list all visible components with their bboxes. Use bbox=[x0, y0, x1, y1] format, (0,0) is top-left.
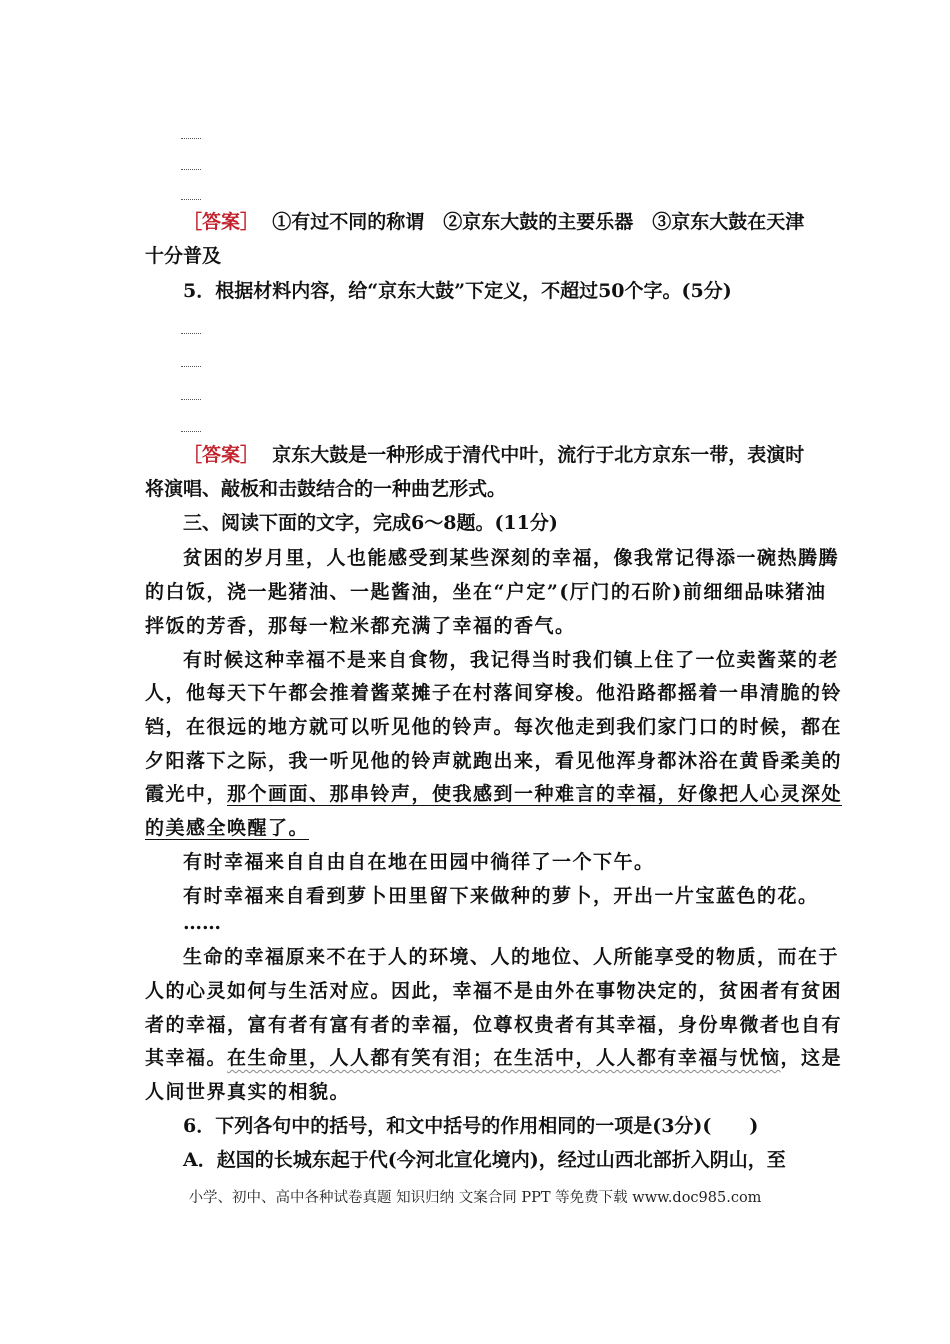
q4-answer-continued: 十分普及 bbox=[145, 245, 222, 267]
underlined-sentence: 的美感全唤醒了。 bbox=[145, 817, 310, 839]
passage-text: 霞光中， bbox=[145, 783, 228, 805]
answer-label: ［答案］ bbox=[183, 444, 260, 466]
answer-blank-line bbox=[181, 332, 201, 334]
q6-prompt: 6．下列各句中的括号，和文中括号的作用相同的一项是(3分)( ) bbox=[183, 1115, 759, 1137]
answer-blank-line bbox=[181, 168, 201, 170]
answer-blank-line bbox=[181, 137, 201, 139]
answer-label: ［答案］ bbox=[183, 211, 260, 233]
q5-prompt: 5．根据材料内容，给“京东大鼓”下定义，不超过50个字。(5分) bbox=[183, 280, 732, 302]
passage-line: 铛，在很远的地方就可以听见他的铃声。每次他走到我们家门口的时候，都在 bbox=[145, 716, 843, 738]
passage-line: 人的心灵如何与生活对应。因此，幸福不是由外在事物决定的，贫困者有贫困 bbox=[145, 980, 843, 1002]
passage-line: 有时幸福来自自由自在地在田园中徜徉了一个下午。 bbox=[183, 851, 655, 873]
answer-blank-line bbox=[181, 430, 201, 432]
q5-answer-continued: 将演唱、敲板和击鼓结合的一种曲艺形式。 bbox=[145, 478, 507, 500]
q5-answer-text: 京东大鼓是一种形成于清代中叶，流行于北方京东一带，表演时 bbox=[272, 444, 805, 466]
passage-line: 生命的幸福原来不在于人的环境、人的地位、人所能享受的物质，而在于 bbox=[183, 946, 840, 968]
passage-ellipsis: …… bbox=[183, 912, 221, 934]
passage-line: 人，他每天下午都会推着酱菜摊子在村落间穿梭。他沿路都摇着一串清脆的铃 bbox=[145, 682, 843, 704]
passage-line bbox=[145, 777, 843, 811]
passage-line: 的白饭，浇一匙猪油、一匙酱油，坐在“户定”(厅门的石阶)前细细品味猪油 bbox=[145, 581, 827, 603]
answer-blank-line bbox=[181, 398, 201, 400]
passage-line: 人间世界真实的相貌。 bbox=[145, 1081, 351, 1103]
section-heading: 三、阅读下面的文字，完成6～8题。(11分) bbox=[183, 512, 558, 534]
passage-line: 夕阳落下之际，我一听见他的铃声就跑出来，看见他浑身都沐浴在黄昏柔美的 bbox=[145, 750, 843, 772]
q5-answer bbox=[183, 438, 810, 472]
wavy-underlined-sentence: 在生命里，人人都有笑有泪；在生活中，人人都有幸福与忧恼 bbox=[227, 1047, 781, 1069]
passage-line: 者的幸福，富有者有富有者的幸福，位尊权贵者有其幸福，身份卑微者也自有 bbox=[145, 1014, 843, 1036]
passage-line: 拌饭的芳香，那每一粒米都充满了幸福的香气。 bbox=[145, 615, 576, 637]
passage-line bbox=[145, 1041, 843, 1075]
q6-option-a: A．赵国的长城东起于代(今河北宣化境内)，经过山西北部折入阴山，至 bbox=[183, 1149, 786, 1171]
passage-line bbox=[145, 811, 810, 845]
page-footer: 小学、初中、高中各种试卷真题 知识归纳 文案合同 PPT 等免费下载 www.doc985.com bbox=[188, 1190, 762, 1206]
q4-answer bbox=[183, 205, 810, 239]
passage-text: ，这是 bbox=[780, 1047, 843, 1069]
passage-line: 有时候这种幸福不是来自食物，我记得当时我们镇上住了一位卖酱菜的老 bbox=[183, 649, 840, 671]
passage-line: 贫困的岁月里，人也能感受到某些深刻的幸福，像我常记得添一碗热腾腾 bbox=[183, 547, 840, 569]
passage-text: 其幸福。 bbox=[145, 1047, 228, 1069]
q4-answer-text: ①有过不同的称谓 ②京东大鼓的主要乐器 ③京东大鼓在天津 bbox=[272, 211, 805, 233]
passage-line: 有时幸福来自看到萝卜田里留下来做种的萝卜，开出一片宝蓝色的花。 bbox=[183, 885, 819, 907]
answer-blank-line bbox=[181, 365, 201, 367]
answer-blank-line bbox=[181, 198, 201, 200]
underlined-sentence: 那个画面、那串铃声，使我感到一种难言的幸福，好像把人心灵深处 bbox=[227, 783, 843, 805]
